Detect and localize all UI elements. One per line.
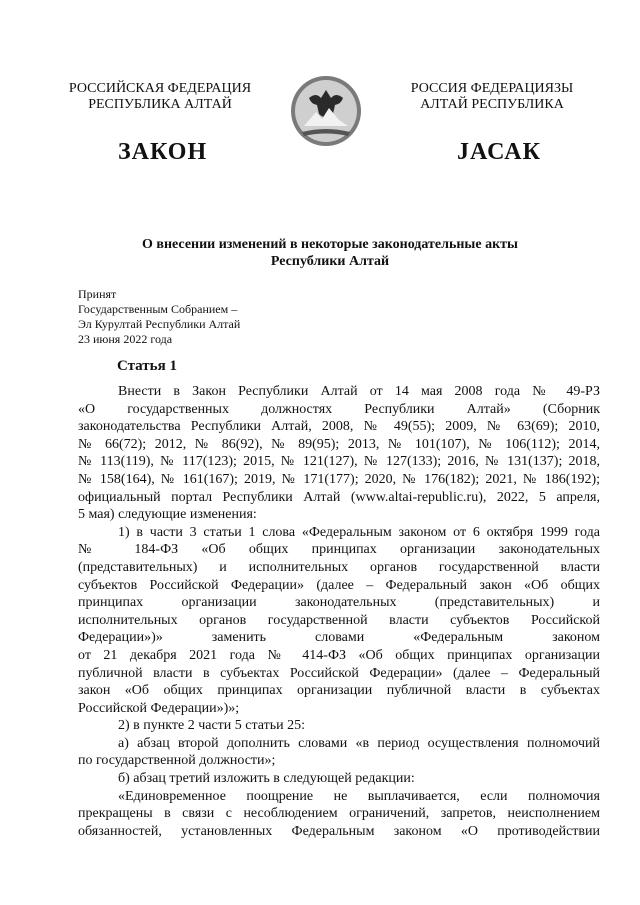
coat-of-arms-emblem [289, 74, 363, 148]
body-line: «Единовременное поощрение не выплачивается, если полномочия [118, 788, 600, 804]
body-line: обязанностей, установленных Федеральным законом «О противодействии [78, 823, 600, 839]
body-line: (представительных) и исполнительных органов государственной власти [78, 559, 600, 575]
body-line: Федерации»)» заменить словами «Федеральным законом [78, 630, 600, 646]
header-right-line1: РОССИЯ ФЕДЕРАЦИЯЗЫ [410, 81, 574, 96]
document-title [80, 236, 580, 270]
body-line: № 158(164), № 161(167); 2019, № 171(177); 2020, № 176(182); 2021, № 186(192); [78, 471, 600, 487]
law-title-russian: ЗАКОН [118, 139, 208, 165]
body-line: прекращены в связи с несоблюдением ограничений, запретов, неисполнением [78, 806, 600, 822]
body-line: 1) в части 3 статьи 1 слова «Федеральным законом от 6 октября 1999 года [118, 524, 600, 540]
body-line: б) абзац третий изложить в следующей редакции: [118, 771, 415, 787]
adoption-line1: Принят [78, 287, 117, 301]
adoption-block [78, 287, 240, 347]
body-line: публичной власти в субъектах Российской Федерации» (далее – Федеральный [78, 665, 600, 681]
body-line: исполнительных органов государственной власти субъектов Российской [78, 612, 600, 628]
body-line: по государственной должности»; [78, 753, 276, 769]
law-title-altai: ЈАСАК [457, 139, 542, 165]
header-left-line2: РЕСПУБЛИКА АЛТАЙ [88, 97, 232, 112]
body-line: Российской Федерации»)»; [78, 700, 240, 716]
adoption-line2: Государственным Собранием – [78, 302, 238, 316]
document-title-line2: Республики Алтай [270, 254, 390, 269]
article-heading: Статья 1 [117, 358, 177, 374]
body-line: № 66(72); 2012, № 86(92), № 89(95); 2013, № 101(107), № 106(112); 2014, [78, 436, 600, 452]
body-line: субъектов Российской Федерации» (далее – Федеральный закон «Об общих [78, 577, 600, 593]
body-line: а) абзац второй дополнить словами «в период осуществления полномочий [118, 735, 600, 751]
body-line: 5 мая) следующие изменения: [78, 507, 257, 523]
body-line: принципах организации законодательных (представительных) и [78, 595, 600, 611]
body-line: № 113(119), № 117(123); 2015, № 121(127), № 127(133); 2016, № 131(137); 2018, [78, 454, 600, 470]
document-title-line1: О внесении изменений в некоторые законодательные акты [142, 237, 518, 252]
body-line: официальный портал Республики Алтай (www.altai-republic.ru), 2022, 5 апреля, [78, 489, 600, 505]
body-line: законодательства Республики Алтай, 2008, № 49(55); 2009, № 63(69); 2010, [78, 419, 600, 435]
body-line: от 21 декабря 2021 года № 414-ФЗ «Об общих принципах организации [78, 647, 600, 663]
adoption-line3: Эл Курултай Республики Алтай [78, 317, 241, 331]
article-body [78, 383, 600, 840]
header-right [372, 81, 612, 113]
header-left-line1: РОССИЙСКАЯ ФЕДЕРАЦИЯ [68, 81, 252, 96]
header-left [40, 81, 280, 113]
body-line: Внести в Закон Республики Алтай от 14 мая 2008 года № 49-РЗ [118, 384, 600, 399]
body-line: закон «Об общих принципах организации публичной власти в субъектах [78, 683, 600, 699]
header-right-line2: АЛТАЙ РЕСПУБЛИКА [420, 97, 564, 112]
body-line: «О государственных должностях Республики Алтай» (Сборник [78, 401, 600, 417]
body-line: № 184-ФЗ «Об общих принципах организации законодательных [78, 542, 600, 558]
adoption-date: 23 июня 2022 года [78, 332, 173, 346]
body-line: 2) в пункте 2 части 5 статьи 25: [118, 718, 306, 734]
